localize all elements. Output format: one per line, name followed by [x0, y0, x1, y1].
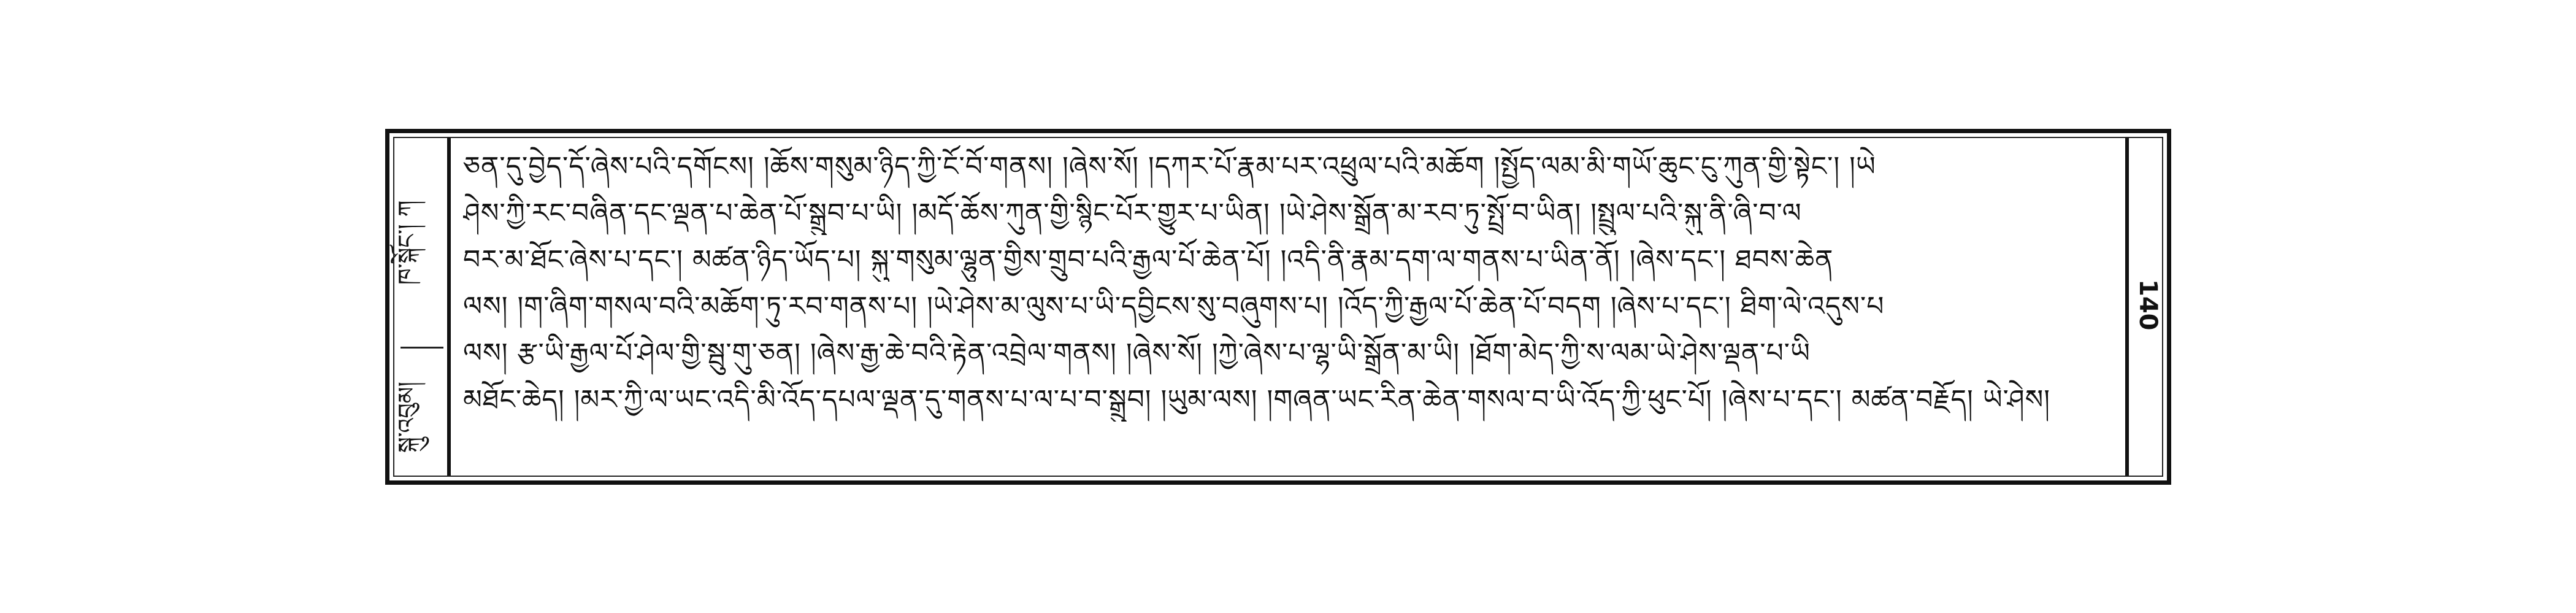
margin-title: ཁ་སྐོང་། ཀ: [393, 200, 420, 285]
margin-subtitle: སྐུ་འབུམ།: [393, 382, 420, 453]
text-line: ཤེས་ཀྱི་རང་བཞིན་དང་ལྡན་པ་ཆེན་པོ་སྒྲུབ་པ་ཡི། །མདོ་ཆོས་ཀུན་གྱི་སྙིང་པོར་གྱུར་པ་ཡིན། །ཡེ་ཤེས་སྒྲོན་མ་རབ་ཏུ་སྤྲོ་བ་ཡིན། །སྤྲུལ་པའི་སྐུ་ནི་ཞི་བ་ལ: [463, 198, 1802, 229]
left-margin: [394, 138, 451, 476]
right-margin: [2125, 138, 2162, 476]
folio-number: 140: [2134, 279, 2162, 331]
text-line: ཅན་དུ་བྱེད་དོ་ཞེས་པའི་དགོངས། །ཆོས་གསུམ་ཉིད་ཀྱི་ངོ་བོ་གནས། །ཞེས་སོ། །དཀར་པོ་རྣམ་པར་འཕྲུལ་པའི་མཆོག །སྤྱོད་ལམ་མི་གཡོ་ཆུང་ངུ་ཀུན་གྱི་སྟེང་། །ཡེ: [463, 151, 1876, 182]
text-line: ལས། རྩ་ཡི་རྒྱལ་པོ་ཤེལ་གྱི་སྦུ་གུ་ཅན། །ཞེས་རྒྱ་ཆེ་བའི་རྟེན་འབྲེལ་གནས། །ཞེས་སོ། །ཀྱེ་ཞེས་པ་ལྷ་ཡི་སྒྲོན་མ་ཡི། །ཐོག་མེད་ཀྱི་ས་ལམ་ཡེ་ཤེས་ལྡན་པ་ཡི: [463, 337, 1811, 369]
text-line: མཐོང་ཆེད། །མར་ཀྱི་ལ་ཡང་འདི་མི་འོད་དཔལ་ལྡན་དུ་གནས་པ་ལ་པ་བ་སྒྲུབ། །ཡུམ་ལས། །གཞན་ཡང་རིན་ཆེན་གསལ་བ་ཡི་འོད་ཀྱི་ཕུང་པོ། །ཞེས་པ་དང་། མཚན་བརྗོད། ཡེ་ཤེས།: [463, 384, 2051, 415]
margin-divider: [401, 347, 443, 349]
text-line: བར་མ་ཐོང་ཞེས་པ་དང་། མཚན་ཉིད་ཡོད་པ། སྐུ་གསུམ་ལྷུན་གྱིས་གྲུབ་པའི་རྒྱལ་པོ་ཆེན་པོ། །འདི་ནི་རྣམ་དག་ལ་གནས་པ་ཡིན་ནོ། །ཞེས་དང་། ཐབས་ཆེན: [463, 244, 1834, 276]
folio-page: [385, 129, 2171, 485]
text-line: ལས། །ག་ཞིག་གསལ་བའི་མཆོག་ཏུ་རབ་གནས་པ། །ཡེ་ཤེས་མ་ལུས་པ་ཡི་དབྱིངས་སུ་བཞུགས་པ། །འོད་ཀྱི་རྒྱལ་པོ་ཆེན་པོ་བདག །ཞེས་པ་དང་། ཐིག་ལེ་འདུས་པ: [463, 291, 1885, 322]
text-block: [463, 145, 2113, 471]
